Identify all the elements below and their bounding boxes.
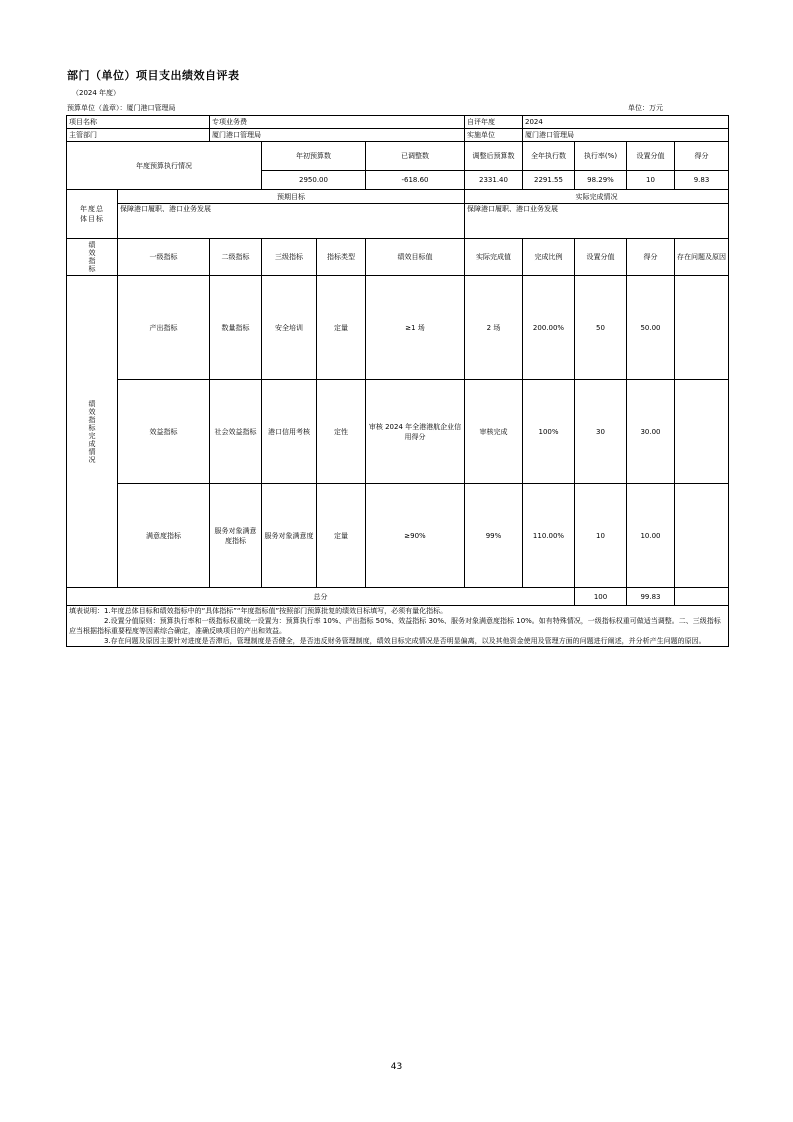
indicator-cell (675, 380, 729, 484)
indicator-completion-label: 绩效指标完成情况 (88, 399, 96, 464)
expected-goal-text: 保障港口履职、港口业务发展 (118, 204, 465, 239)
performance-indicator-label: 绩效指标 (88, 241, 96, 273)
total-row (67, 588, 729, 606)
implementer-value: 厦门港口管理局 (523, 129, 729, 142)
indicator-cell: 审核 2024 年全港港航企业信用得分 (366, 380, 465, 484)
indicator-cell: 定量 (317, 276, 366, 380)
indicator-row (67, 380, 729, 484)
overall-goal-label: 年度总体目标 (80, 205, 104, 223)
indicator-row (67, 276, 729, 380)
project-name-label: 项目名称 (67, 116, 210, 129)
form-title: 部门（单位）项目支出绩效自评表 (67, 69, 240, 82)
indicator-cell: 100% (523, 380, 575, 484)
notes-cell (67, 606, 729, 647)
department-row (67, 129, 729, 142)
budget-value: 2291.55 (523, 171, 575, 190)
indicator-cell: 产出指标 (118, 276, 210, 380)
goals-content-row (67, 204, 729, 239)
department-value: 厦门港口管理局 (210, 129, 465, 142)
note-line: 2.设置分值原则：预算执行率和一级指标权重统一设置为：预算执行率 10%、产出指标 50%、效益指标 30%、服务对象满意度指标 10%。如有特殊情况，一级指标权重可做适当调整。二、三级指标应当根据指标重要程度等因素综合确定，准确反映项目的产出和效益。 (69, 617, 721, 635)
actual-completion-label: 实际完成情况 (465, 190, 729, 204)
indicator-cell: 30.00 (627, 380, 675, 484)
total-got: 99.83 (627, 588, 675, 606)
indicator-cell: 数量指标 (210, 276, 262, 380)
indicator-header-row (67, 239, 729, 276)
indicator-cell: 10 (575, 484, 627, 588)
indicator-header: 设置分值 (575, 239, 627, 276)
indicator-header: 得分 (627, 239, 675, 276)
budget-unit: 预算单位（盖章）：厦门港口管理局 (67, 104, 176, 112)
expected-goal-label: 预期目标 (118, 190, 465, 204)
project-name-row (67, 116, 729, 129)
indicator-cell: 50.00 (627, 276, 675, 380)
note-line: 填表说明：1.年度总体目标和绩效指标中的“具体指标”“年度指标值”按照部门预算批复的绩效目标填写，必须有量化指标。 (69, 607, 448, 615)
indicator-header: 绩效目标值 (366, 239, 465, 276)
budget-value: 2331.40 (465, 171, 523, 190)
budget-header: 已调整数 (366, 142, 465, 171)
indicator-cell: 审核完成 (465, 380, 523, 484)
indicator-cell: 110.00% (523, 484, 575, 588)
report-year: （2024 年度） (72, 89, 121, 97)
indicator-cell: 30 (575, 380, 627, 484)
department-label: 主管部门 (67, 129, 210, 142)
indicator-cell: 社会效益指标 (210, 380, 262, 484)
indicator-cell: 定性 (317, 380, 366, 484)
indicator-cell: ≥90% (366, 484, 465, 588)
budget-header: 执行率(%) (575, 142, 627, 171)
indicator-header: 二级指标 (210, 239, 262, 276)
indicator-header: 指标类型 (317, 239, 366, 276)
indicator-cell: 定量 (317, 484, 366, 588)
indicator-header: 完成比例 (523, 239, 575, 276)
indicator-header: 三级指标 (262, 239, 317, 276)
eval-year-value: 2024 (523, 116, 729, 129)
indicator-row (67, 484, 729, 588)
note-line: 3.存在问题及原因主要针对进度是否滞后，管理制度是否健全，是否违反财务管理制度，绩效目标完成情况是否明显偏离，以及其他资金使用及管理方面的问题进行阐述，并分析产生问题的原因。 (69, 637, 706, 645)
evaluation-table (66, 115, 729, 647)
notes-row (67, 606, 729, 647)
budget-value: 10 (627, 171, 675, 190)
actual-completion-text: 保障港口履职、港口业务发展 (465, 204, 729, 239)
budget-header: 设置分值 (627, 142, 675, 171)
indicator-cell: 200.00% (523, 276, 575, 380)
indicator-cell: 安全培训 (262, 276, 317, 380)
budget-value: 9.83 (675, 171, 729, 190)
indicator-header: 实际完成值 (465, 239, 523, 276)
indicator-cell (675, 484, 729, 588)
budget-value: -618.60 (366, 171, 465, 190)
currency-unit: 单位：万元 (628, 104, 663, 112)
budget-header: 得分 (675, 142, 729, 171)
indicator-cell: 2 场 (465, 276, 523, 380)
page-number: 43 (390, 1062, 403, 1072)
indicator-cell: 50 (575, 276, 627, 380)
budget-header: 全年执行数 (523, 142, 575, 171)
eval-year-label: 自评年度 (465, 116, 523, 129)
indicator-cell: 10.00 (627, 484, 675, 588)
indicator-header: 一级指标 (118, 239, 210, 276)
project-name-value: 专项业务费 (210, 116, 465, 129)
implementer-label: 实施单位 (465, 129, 523, 142)
budget-header: 年初预算数 (262, 142, 366, 171)
indicator-cell: 99% (465, 484, 523, 588)
goals-header-row (67, 190, 729, 204)
indicator-cell: 效益指标 (118, 380, 210, 484)
budget-value: 2950.00 (262, 171, 366, 190)
indicator-cell: 服务对象满意度指标 (210, 484, 262, 588)
indicator-cell: 满意度指标 (118, 484, 210, 588)
total-label: 总分 (67, 588, 575, 606)
indicator-cell (675, 276, 729, 380)
indicator-cell: ≥1 场 (366, 276, 465, 380)
indicator-header: 存在问题及原因 (675, 239, 729, 276)
budget-header-row (67, 142, 729, 171)
budget-header: 调整后预算数 (465, 142, 523, 171)
budget-execution-label: 年度预算执行情况 (67, 142, 262, 190)
indicator-cell: 服务对象满意度 (262, 484, 317, 588)
total-score: 100 (575, 588, 627, 606)
budget-value: 98.29% (575, 171, 627, 190)
indicator-cell: 港口信用考核 (262, 380, 317, 484)
